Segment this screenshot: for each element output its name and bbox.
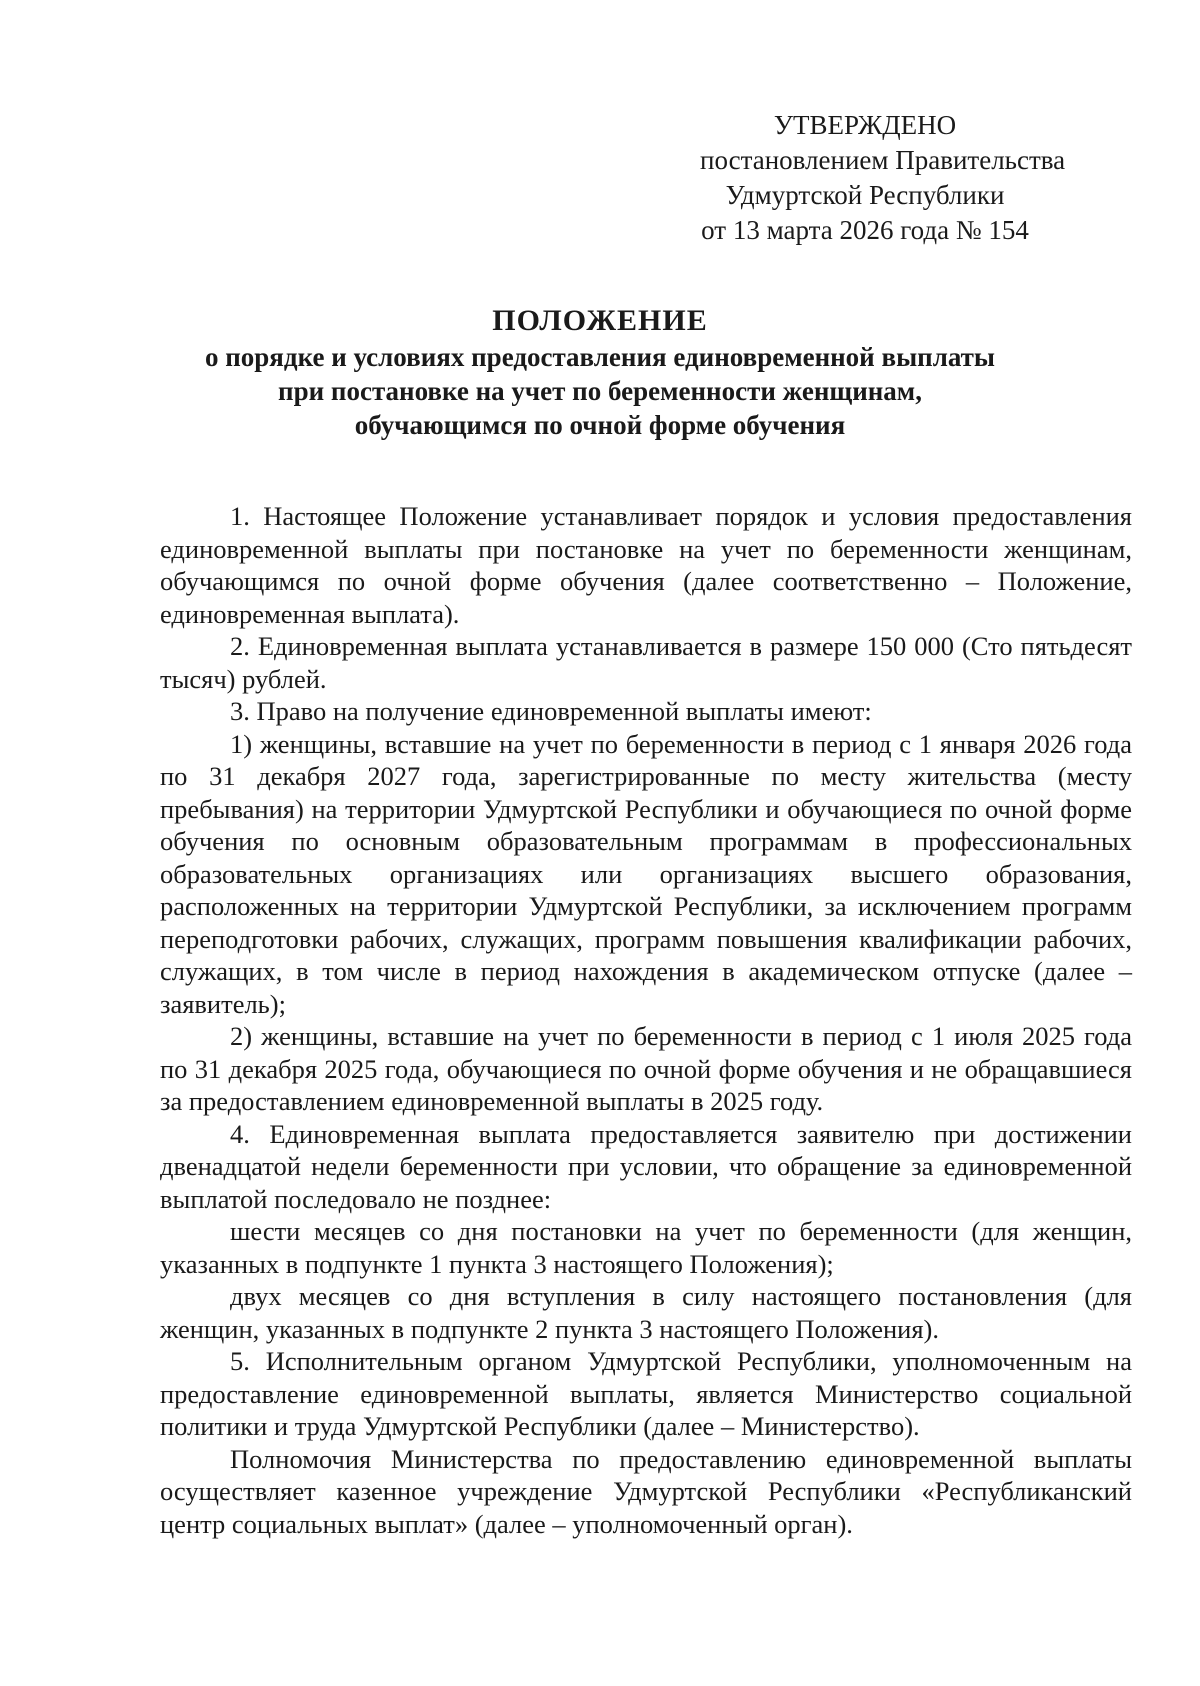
paragraph-4-condition-1: шести месяцев со дня постановки на учет по беременности (для женщин, указанных в подпункте 1 пункта 3 настоящего Положения);	[160, 1216, 1132, 1279]
document-subtitle-line-2: при постановке на учет по беременности женщинам,	[278, 376, 922, 406]
paragraph-4-condition-2: двух месяцев со дня вступления в силу настоящего постановления (для женщин, указанных в подпункте 2 пункта 3 настоящего Положения).	[160, 1281, 1132, 1344]
paragraph-1: 1. Настоящее Положение устанавливает порядок и условия предоставления единовременной выплаты при постановке на учет по беременности женщинам, обучающимся по очной форме обучения (далее соответственно – Положение, единовременная выплата).	[160, 501, 1132, 629]
approval-issuer: постановлением Правительства	[700, 145, 1066, 175]
document-subtitle-line-1: о порядке и условиях предоставления единовременной выплаты	[204, 342, 995, 372]
approval-stamp-block	[700, 108, 1066, 248]
paragraph-3-subitem-1: 1) женщины, вставшие на учет по беременности в период с 1 января 2026 года по 31 декабря 2027 года, зарегистрированные по месту жительства (месту пребывания) на территории Удмуртской Республики и обучающиеся по очной форме обучения по основным образовательным программам в профессиональных образовательных организациях или организациях высшего образования, расположенных на территории Удмуртской Республики, за исключением программ переподготовки рабочих, служащих, программ повышения квалификации рабочих, служащих, в том числе в период нахождения в академическом отпуске (далее – заявитель);	[160, 728, 1132, 1019]
paragraph-4: 4. Единовременная выплата предоставляется заявителю при достижении двенадцатой недели беременности при условии, что обращение за единовременной выплатой последовало не позднее:	[160, 1118, 1132, 1214]
paragraph-2: 2. Единовременная выплата устанавливается в размере 150 000 (Сто пятьдесят тысяч) рублей.	[160, 631, 1132, 694]
paragraph-3-subitem-2: 2) женщины, вставшие на учет по беременности в период с 1 июля 2025 года по 31 декабря 2025 года, обучающиеся по очной форме обучения и не обращавшиеся за предоставлением единовременной выплаты в 2025 году.	[160, 1021, 1132, 1116]
document-title-block	[100, 302, 1100, 442]
paragraph-3: 3. Право на получение единовременной выплаты имеют:	[230, 696, 872, 726]
paragraph-5-continuation: Полномочия Министерства по предоставлению единовременной выплаты осуществляет казенное учреждение Удмуртской Республики «Республиканский центр социальных выплат» (далее – уполномоченный орган).	[160, 1443, 1132, 1539]
approval-region: Удмуртской Республики	[725, 180, 1005, 210]
paragraph-5: 5. Исполнительным органом Удмуртской Республики, уполномоченным на предоставление единовременной выплаты, является Министерство социальной политики и труда Удмуртской Республики (далее – Министерство).	[160, 1346, 1132, 1441]
approval-date-number: от 13 марта 2026 года № 154	[701, 215, 1029, 245]
document-subtitle-line-3: обучающимся по очной форме обучения	[354, 410, 846, 440]
document-heading: ПОЛОЖЕНИЕ	[492, 304, 708, 337]
approval-heading: УТВЕРЖДЕНО	[773, 110, 957, 140]
document-body	[160, 500, 1132, 1540]
